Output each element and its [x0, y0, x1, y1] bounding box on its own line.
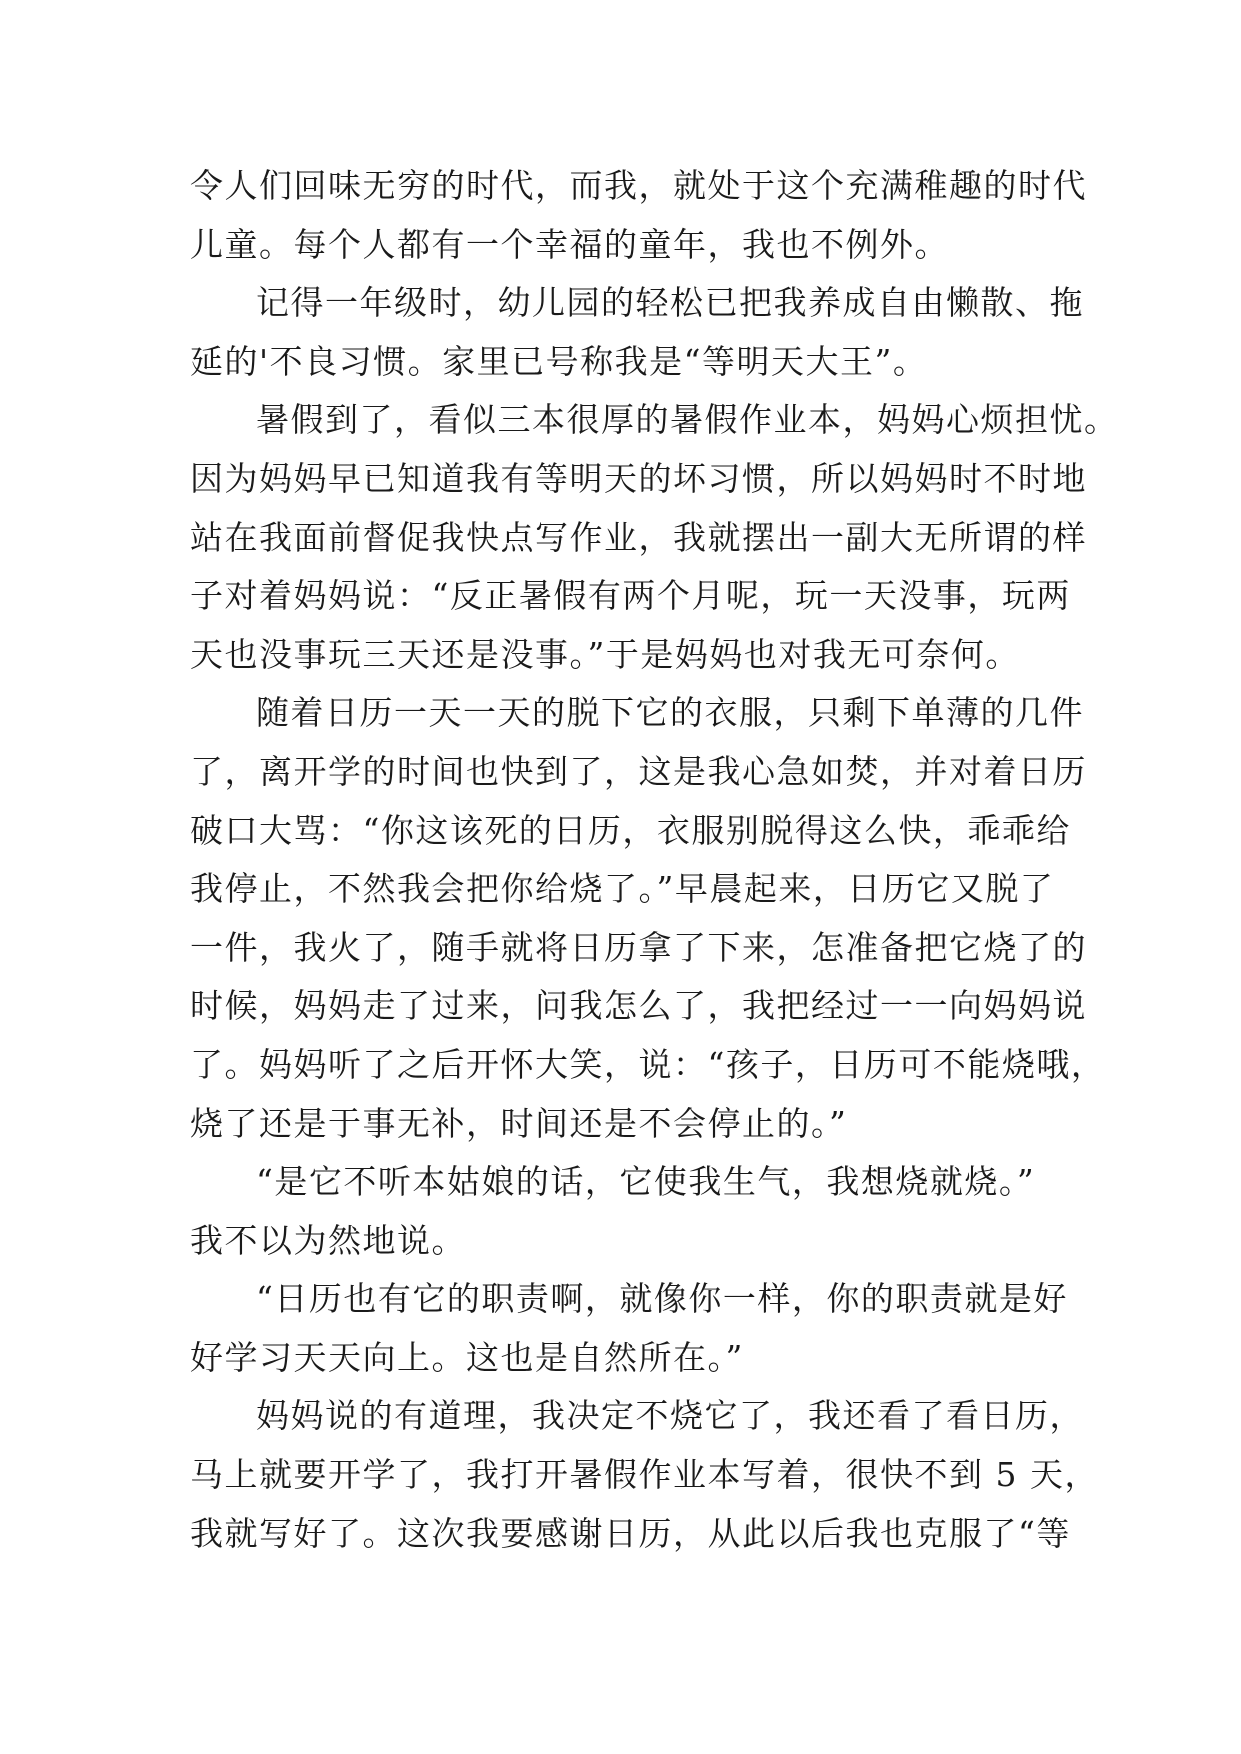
text-line: 一件，我火了，随手就将日历拿了下来，怎准备把它烧了的: [190, 927, 1087, 967]
paragraph-first-line: 随着日历一天一天的脱下它的衣服，只剩下单薄的几件: [256, 693, 1084, 733]
text-line: 我停止，不然我会把你给烧了。”早晨起来，日历它又脱了: [190, 869, 1055, 909]
text-line: 破口大骂：“你这该死的日历，衣服别脱得这么快，乖乖给: [190, 810, 1071, 850]
text-line: 了。妈妈听了之后开怀大笑，说：“孩子，日历可不能烧哦，: [190, 1044, 1106, 1084]
text-line: 我不以为然地说。: [190, 1220, 466, 1260]
document-body-text: [190, 157, 1119, 1563]
text-line: 儿童。每个人都有一个幸福的童年，我也不例外。: [190, 224, 949, 264]
paragraph-first-line: 记得一年级时，幼儿园的轻松已把我养成自由懒散、拖: [256, 283, 1084, 323]
text-line: 我就写好了。这次我要感谢日历，从此以后我也克服了“等: [190, 1513, 1071, 1553]
text-line: 天也没事玩三天还是没事。”于是妈妈也对我无可奈何。: [190, 634, 1020, 674]
text-line: 因为妈妈早已知道我有等明天的坏习惯，所以妈妈时不时地: [190, 458, 1087, 498]
text-line: 子对着妈妈说：“反正暑假有两个月呢，玩一天没事，玩两: [190, 576, 1071, 616]
text-line: 好学习天天向上。这也是自然所在。”: [190, 1337, 744, 1377]
text-line: 马上就要开学了，我打开暑假作业本写着，很快不到 5 天，: [190, 1455, 1099, 1495]
text-line: 时候，妈妈走了过来，问我怎么了，我把经过一一向妈妈说: [190, 986, 1087, 1026]
text-line: 烧了还是于事无补，时间还是不会停止的。”: [190, 1103, 848, 1143]
text-line: 令人们回味无穷的时代，而我，就处于这个充满稚趣的时代: [190, 166, 1087, 205]
paragraph-first-line: “日历也有它的职责啊，就像你一样，你的职责就是好: [256, 1279, 1068, 1319]
paragraph-first-line: 暑假到了，看似三本很厚的暑假作业本，妈妈心烦担忧。: [256, 400, 1119, 440]
paragraph-first-line: 妈妈说的有道理，我决定不烧它了，我还看了看日历，: [256, 1396, 1084, 1436]
paragraph-first-line: “是它不听本姑娘的话，它使我生气，我想烧就烧。”: [256, 1162, 1036, 1202]
text-line: 了，离开学的时间也快到了，这是我心急如焚，并对着日历: [190, 751, 1087, 791]
text-line: 站在我面前督促我快点写作业，我就摆出一副大无所谓的样: [190, 517, 1087, 557]
text-line: 延的'不良习惯。家里已号称我是“等明天大王”。: [190, 341, 928, 381]
